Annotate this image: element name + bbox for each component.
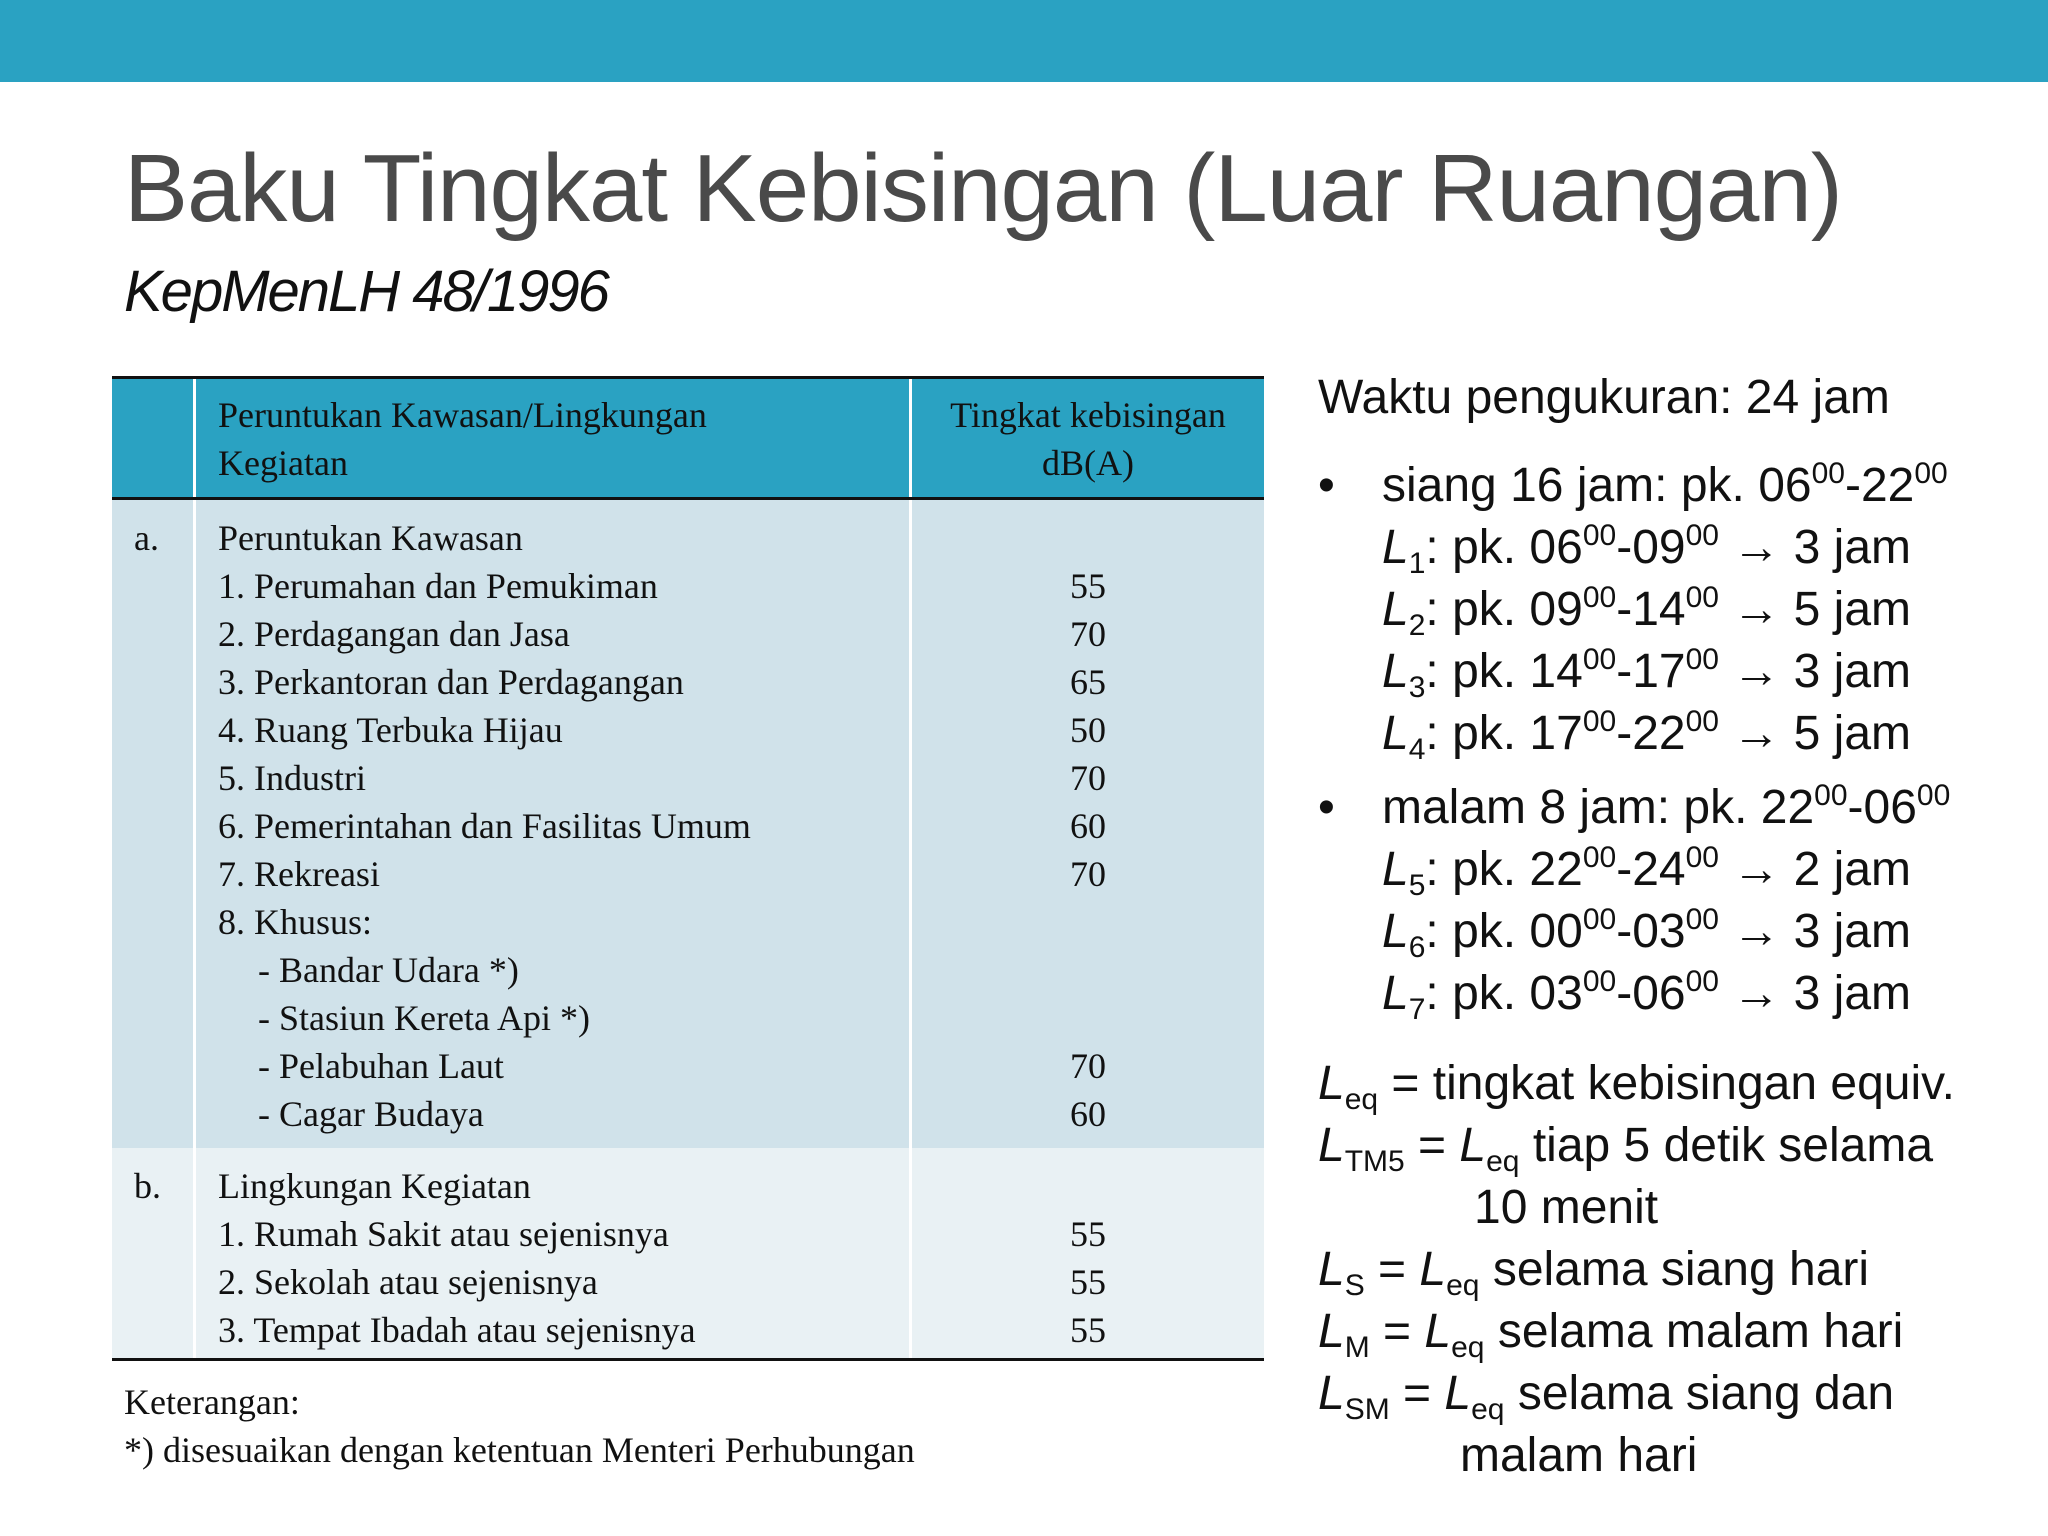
period-end: -14	[1616, 583, 1686, 636]
l-subscript: M	[1344, 1331, 1370, 1364]
table-row-label: - Cagar Budaya	[258, 1094, 484, 1134]
table-row-label: 2. Perdagangan dan Jasa	[218, 614, 570, 654]
table-row-value: 70	[1070, 854, 1106, 894]
l-subscript: TM5	[1344, 1145, 1405, 1178]
l-symbol: L	[1318, 1367, 1345, 1420]
definition-text: = tingkat kebisingan equiv.	[1378, 1057, 1955, 1110]
l-subscript: 3	[1408, 671, 1426, 704]
l-symbol: L	[1382, 707, 1409, 760]
sup: 00	[1811, 457, 1845, 490]
table-row-value	[912, 1162, 1264, 1210]
l-symbol: L	[1382, 521, 1409, 574]
l-subscript: SM	[1344, 1393, 1390, 1426]
sup: 00	[1685, 903, 1719, 936]
l-subscript: eq	[1486, 1145, 1520, 1178]
l-symbol: L	[1382, 843, 1409, 896]
table-row-value	[912, 994, 1264, 1042]
sup: 00	[1685, 705, 1719, 738]
equals: =	[1389, 1367, 1445, 1420]
definition-ltm5-continued: 10 menit	[1474, 1181, 1659, 1234]
note-text: *) disesuaikan dengan ketentuan Menteri Perhubungan	[124, 1430, 915, 1470]
table-section-b	[112, 1148, 1264, 1361]
table-row-value: 55	[1070, 566, 1106, 606]
equals: =	[1369, 1305, 1425, 1358]
l-symbol: L	[1382, 967, 1409, 1020]
period-duration: → 2 jam	[1718, 843, 1911, 896]
period-end: -24	[1616, 843, 1686, 896]
noise-standard-table	[112, 376, 1264, 1361]
sup: 00	[1685, 841, 1719, 874]
table-row-value: 55	[1070, 1214, 1106, 1254]
sup: 00	[1685, 965, 1719, 998]
l-subscript: eq	[1344, 1083, 1379, 1116]
table-row-label: 4. Ruang Terbuka Hijau	[218, 710, 563, 750]
period-l4	[1382, 705, 1911, 766]
l-symbol: L	[1382, 905, 1409, 958]
siang-label	[1382, 458, 1948, 513]
equals: =	[1364, 1243, 1420, 1296]
period-end: -17	[1616, 645, 1686, 698]
definition-ls	[1318, 1242, 1870, 1302]
sup: 00	[1582, 965, 1617, 998]
sup: 00	[1582, 705, 1617, 738]
period-l7	[1382, 965, 1911, 1026]
table-row-value: 50	[1070, 710, 1106, 750]
sup: 00	[1582, 903, 1617, 936]
table-section-a	[112, 500, 1264, 1148]
table-note	[124, 1378, 915, 1474]
sup: 00	[1914, 457, 1948, 490]
l-symbol: L	[1318, 1057, 1345, 1110]
l-symbol: L	[1318, 1243, 1345, 1296]
sup: 00	[1916, 779, 1951, 812]
sup: 00	[1685, 643, 1719, 676]
table-row-label: Peruntukan Kawasan	[218, 518, 523, 558]
definition-text: selama siang hari	[1479, 1243, 1870, 1296]
table-row-value	[912, 514, 1264, 562]
equals: =	[1404, 1119, 1460, 1172]
period-end: -09	[1616, 521, 1686, 574]
section-b-letter-cell	[112, 1148, 196, 1358]
bullet-dot: •	[1318, 781, 1335, 834]
period-start: : pk. 22	[1425, 843, 1583, 896]
table-row-value: 70	[1070, 1046, 1106, 1086]
header-level-line-1: Tingkat kebisingan	[950, 395, 1226, 435]
l-subscript: 5	[1408, 869, 1426, 902]
period-l1	[1382, 519, 1911, 580]
table-row-value: 55	[1070, 1262, 1106, 1302]
header-area-line-2: Kegiatan	[218, 443, 348, 483]
period-duration: → 5 jam	[1718, 707, 1911, 760]
l-subscript: 2	[1408, 609, 1426, 642]
table-row-value: 70	[1070, 614, 1106, 654]
period-end: -03	[1616, 905, 1686, 958]
l-symbol: L	[1382, 583, 1409, 636]
period-duration: → 3 jam	[1718, 967, 1911, 1020]
l-subscript: S	[1344, 1269, 1365, 1302]
sup: 00	[1814, 779, 1848, 812]
table-row-value: 60	[1070, 1094, 1106, 1134]
table-row-value	[912, 898, 1264, 946]
period-l6	[1382, 903, 1911, 964]
period-end: -22	[1616, 707, 1686, 760]
l-subscript: eq	[1446, 1269, 1480, 1302]
definition-lsm	[1318, 1366, 1895, 1426]
sup: 00	[1685, 581, 1719, 614]
table-row-label: 3. Perkantoran dan Perdagangan	[218, 662, 684, 702]
header-cell-area	[196, 379, 912, 497]
sup: 00	[1582, 519, 1617, 552]
table-row-label: 1. Perumahan dan Pemukiman	[218, 566, 658, 606]
note-heading: Keterangan:	[124, 1382, 300, 1422]
l-subscript: eq	[1451, 1331, 1485, 1364]
table-row-label: 2. Sekolah atau sejenisnya	[218, 1262, 598, 1302]
l-symbol: L	[1318, 1305, 1345, 1358]
definition-text: selama malam hari	[1484, 1305, 1904, 1358]
sup: 00	[1582, 841, 1617, 874]
table-row-label: 3. Tempat Ibadah atau sejenisnya	[218, 1310, 696, 1350]
table-row-label: 8. Khusus:	[218, 902, 373, 942]
table-row-value: 60	[1070, 806, 1106, 846]
section-letter: b.	[134, 1166, 161, 1206]
table-row-label: 1. Rumah Sakit atau sejenisnya	[218, 1214, 669, 1254]
l-subscript: eq	[1471, 1393, 1505, 1426]
section-b-labels	[196, 1148, 912, 1358]
header-area-line-1: Peruntukan Kawasan/Lingkungan	[218, 395, 707, 435]
table-row-label: 5. Industri	[218, 758, 366, 798]
l-subscript: 1	[1408, 547, 1426, 580]
sup: 00	[1685, 519, 1719, 552]
bullet-dot: •	[1318, 459, 1335, 512]
table-row-value: 65	[1070, 662, 1106, 702]
l-subscript: 6	[1408, 931, 1426, 964]
period-duration: → 3 jam	[1718, 905, 1911, 958]
period-start: : pk. 03	[1425, 967, 1583, 1020]
definition-text: tiap 5 detik selama	[1519, 1119, 1934, 1172]
section-letter: a.	[134, 518, 159, 558]
table-row-label: - Stasiun Kereta Api *)	[258, 998, 590, 1038]
malam-text: malam 8 jam: pk. 22	[1382, 781, 1815, 834]
period-start: : pk. 06	[1425, 521, 1583, 574]
definition-text: selama siang dan	[1504, 1367, 1895, 1420]
header-level-line-2: dB(A)	[1042, 443, 1134, 483]
period-l5	[1382, 841, 1911, 902]
table-row-label: - Pelabuhan Laut	[258, 1046, 504, 1086]
section-a-labels	[196, 500, 912, 1148]
definition-lm	[1318, 1304, 1904, 1364]
definition-lsm-continued: malam hari	[1460, 1429, 1698, 1482]
table-row-label: 7. Rekreasi	[218, 854, 380, 894]
sup: 00	[1582, 643, 1617, 676]
l-symbol: L	[1459, 1119, 1487, 1172]
period-l3	[1382, 643, 1911, 704]
period-end: -06	[1616, 967, 1686, 1020]
header-cell-level	[912, 379, 1264, 497]
section-a-letter-cell	[112, 500, 196, 1148]
l-subscript: 4	[1408, 733, 1426, 766]
siang-text: siang 16 jam: pk. 06	[1382, 459, 1812, 512]
period-duration: → 5 jam	[1718, 583, 1911, 636]
l-symbol: L	[1419, 1243, 1447, 1296]
period-l2	[1382, 581, 1911, 642]
table-row-label: 6. Pemerintahan dan Fasilitas Umum	[218, 806, 751, 846]
l-symbol: L	[1382, 645, 1409, 698]
siang-mid: -22	[1844, 459, 1915, 512]
l-symbol: L	[1424, 1305, 1452, 1358]
measurement-duration: Waktu pengukuran: 24 jam	[1318, 371, 1890, 424]
section-a-values	[912, 500, 1264, 1148]
table-row-value: 70	[1070, 758, 1106, 798]
table-row-value	[912, 946, 1264, 994]
period-duration: → 3 jam	[1718, 645, 1911, 698]
period-start: : pk. 17	[1425, 707, 1583, 760]
period-start: : pk. 00	[1425, 905, 1583, 958]
l-subscript: 7	[1408, 993, 1426, 1026]
period-start: : pk. 14	[1425, 645, 1583, 698]
definition-ltm5	[1318, 1118, 1934, 1178]
period-start: : pk. 09	[1425, 583, 1583, 636]
malam-label	[1382, 780, 1950, 835]
table-header-row	[112, 376, 1264, 500]
l-symbol: L	[1318, 1119, 1345, 1172]
slide-subtitle: KepMenLH 48/1996	[124, 259, 608, 324]
table-row-value: 55	[1070, 1310, 1106, 1350]
period-duration: → 3 jam	[1718, 521, 1911, 574]
top-accent-bar	[0, 0, 2048, 82]
malam-mid: -06	[1847, 781, 1917, 834]
table-row-label: - Bandar Udara *)	[258, 950, 519, 990]
definition-leq	[1318, 1056, 1955, 1116]
l-symbol: L	[1444, 1367, 1472, 1420]
section-b-values	[912, 1148, 1264, 1358]
slide-title: Baku Tingkat Kebisingan (Luar Ruangan)	[124, 135, 1842, 242]
table-row-label: Lingkungan Kegiatan	[218, 1166, 531, 1206]
header-cell-index	[112, 379, 196, 497]
sup: 00	[1582, 581, 1617, 614]
